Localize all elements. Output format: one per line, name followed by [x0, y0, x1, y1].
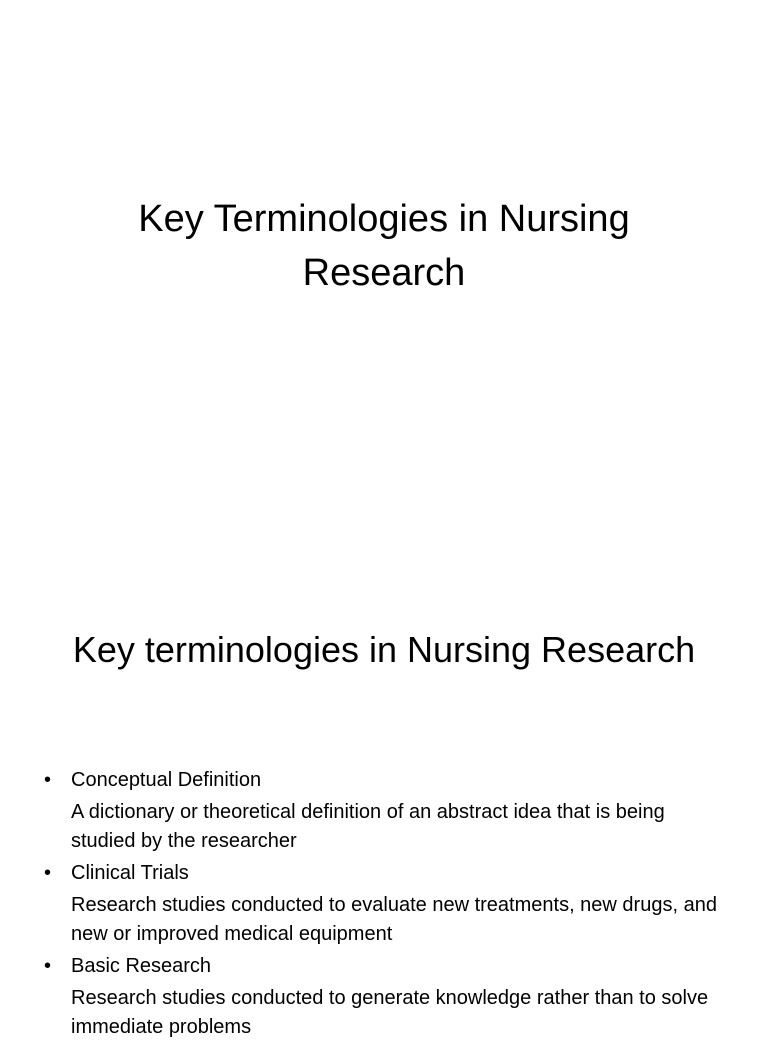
term-label: Conceptual Definition	[71, 769, 262, 791]
content-slide	[0, 576, 768, 1038]
term-description: A dictionary or theoretical definition of an abstract idea that is being studied by the researcher	[71, 801, 665, 852]
bullet-icon: •	[44, 862, 52, 884]
term-description: Research studies conducted to generate knowledge rather than to solve immediate problems	[71, 987, 709, 1038]
slide-title: Key Terminologies in Nursing Research	[138, 198, 630, 294]
slide-heading: Key terminologies in Nursing Research	[72, 629, 696, 670]
term-description: Research studies conducted to evaluate new treatments, new drugs, and new or improved medical equipment	[71, 894, 717, 945]
list-item	[44, 766, 734, 856]
list-item	[44, 952, 734, 1042]
terminology-list	[44, 766, 734, 1045]
term-label: Basic Research	[71, 955, 212, 977]
bullet-icon: •	[44, 955, 52, 977]
term-label: Clinical Trials	[71, 862, 189, 884]
bullet-icon: •	[44, 769, 52, 791]
list-item	[44, 859, 734, 949]
